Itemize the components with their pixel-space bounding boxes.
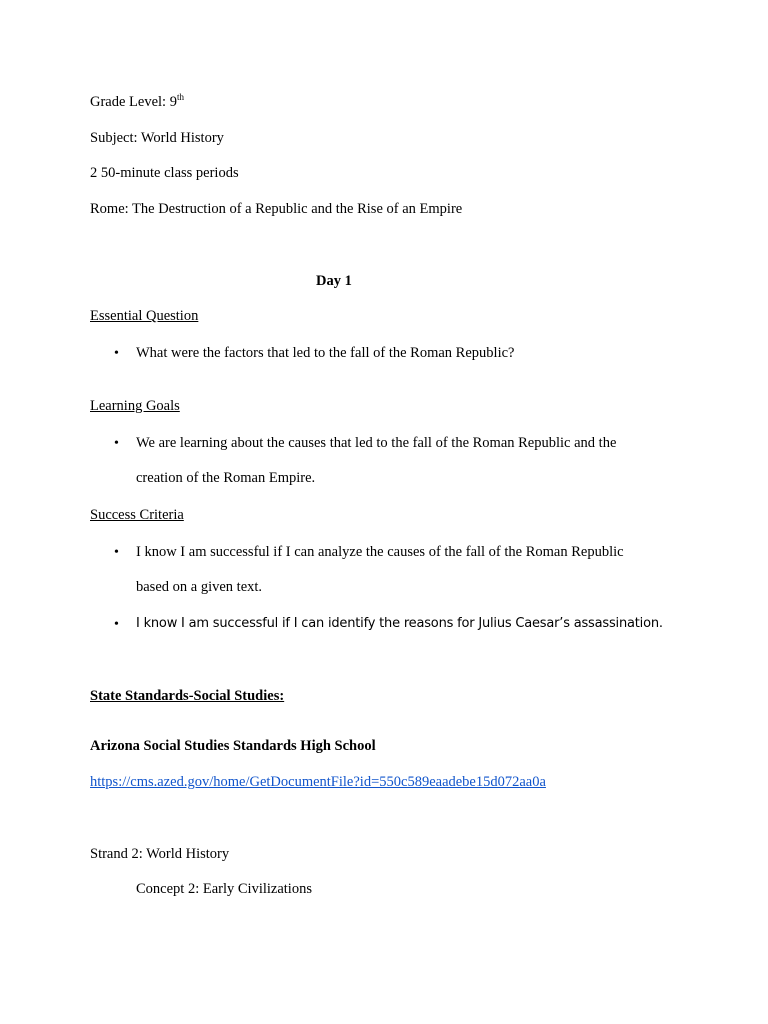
state-standards-heading: State Standards-Social Studies: bbox=[90, 688, 285, 704]
grade-level bbox=[90, 93, 184, 111]
arizona-standards-heading: Arizona Social Studies Standards High School bbox=[90, 738, 376, 754]
periods-line: 2 50-minute class periods bbox=[90, 165, 239, 181]
bullet-icon: • bbox=[114, 617, 119, 632]
success-criterion-2: I know I am successful if I can identify the reasons for Julius Caesar’s assassination. bbox=[136, 616, 663, 631]
bullet-icon: • bbox=[114, 545, 119, 560]
grade-level-superscript: th bbox=[176, 92, 184, 102]
bullet-icon: • bbox=[114, 346, 119, 361]
learning-goal-line-2: creation of the Roman Empire. bbox=[136, 470, 316, 486]
essential-question-item: What were the factors that led to the fall of the Roman Republic? bbox=[136, 345, 515, 361]
essential-question-heading: Essential Question bbox=[90, 308, 199, 324]
learning-goal-line-1: We are learning about the causes that led to the fall of the Roman Republic and the bbox=[136, 435, 617, 451]
learning-goals-heading: Learning Goals bbox=[90, 398, 180, 414]
strand-line: Strand 2: World History bbox=[90, 846, 230, 862]
success-criteria-heading: Success Criteria bbox=[90, 507, 184, 523]
day-heading: Day 1 bbox=[316, 273, 352, 289]
concept-line: Concept 2: Early Civilizations bbox=[136, 881, 312, 897]
grade-level-text: Grade Level: 9 bbox=[90, 94, 177, 110]
success-criterion-1-line-2: based on a given text. bbox=[136, 579, 263, 595]
lesson-title: Rome: The Destruction of a Republic and the Rise of an Empire bbox=[90, 201, 463, 217]
subject-line: Subject: World History bbox=[90, 130, 224, 146]
standards-document-link[interactable]: https://cms.azed.gov/home/GetDocumentFile?id=550c589eaadebe15d072aa0a bbox=[90, 774, 546, 790]
success-criterion-1-line-1: I know I am successful if I can analyze the causes of the fall of the Roman Republic bbox=[136, 544, 624, 560]
bullet-icon: • bbox=[114, 436, 119, 451]
